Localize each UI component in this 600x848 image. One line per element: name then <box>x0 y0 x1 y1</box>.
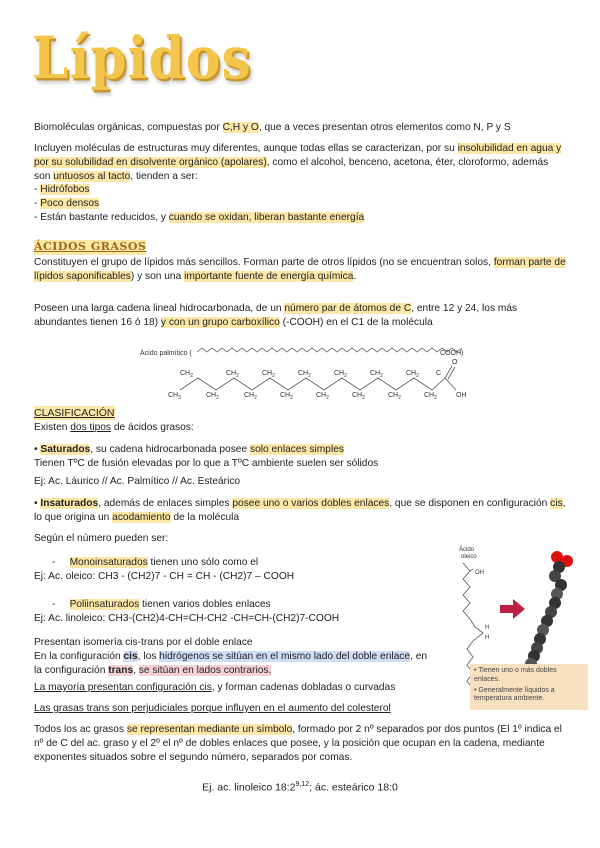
mol-ch2: $CH_2$ <box>280 392 293 400</box>
poli-example: Ej: Ac. linoleico: CH3-(CH2)4-CH=CH-CH2 -CH=CH-(CH2)7-COOH <box>34 613 340 624</box>
acidos-paragraph-1: Constituyen el grupo de lípidos más sencillos. Forman parte de otros lípidos (no se encuentran solos, forman parte de lípidos saponificables) y son una importante fuente de energía química. <box>34 257 566 282</box>
mol-ch2: $CH_2$ <box>262 370 275 379</box>
mol-ch3: $CH_3$ <box>168 392 181 400</box>
cis-trans-block: En la configuración cis, los hidrógenos se sitúan en el mismo lado del doble enlace, en la configuración trans, se sitúan en lados contrarios. <box>34 651 428 676</box>
fig-label-acido: Ácido <box>459 547 475 553</box>
mol-o: O <box>452 359 458 366</box>
mono-line: - Monoinsaturados tienen uno sólo como el <box>52 557 259 568</box>
mol-zigzag-top <box>197 348 462 352</box>
mol-label: Ácido palmítico ( <box>140 350 192 357</box>
insaturados-block: • Insaturados, además de enlaces simples posee uno o varios dobles enlaces, que se disponen en configuración cis, lo que origina un acodamiento de la molécula <box>34 498 566 523</box>
mol-ch2: $CH_2$ <box>406 370 419 379</box>
mol-ch2: $CH_2$ <box>352 392 365 400</box>
fig-label-h: H <box>485 625 490 631</box>
fig-label-oh: OH <box>475 570 484 576</box>
clasif-intro: Existen dos tipos de ácidos grasos: <box>34 422 194 433</box>
saturados-example: Ej: Ac. Láurico // Ac. Palmítico // Ac. Esteárico <box>34 476 241 487</box>
mol-ch2: $CH_2$ <box>244 392 257 400</box>
grasas-trans-line: Las grasas trans son perjudiciales porque influyen en el aumento del colesterol <box>34 703 391 714</box>
page-title: Lípidos <box>32 24 252 93</box>
mayoria-line: La mayoría presentan configuración cis, y forman cadenas dobladas o curvadas <box>34 682 396 693</box>
mol-ch2: $CH_2$ <box>298 370 311 379</box>
mol-ch2: $CH_2$ <box>180 370 193 379</box>
mol-ch2: $CH_2$ <box>334 370 347 379</box>
fig-label-oleico: oleico <box>461 554 477 560</box>
mol-ch2: $CH_2$ <box>316 392 329 400</box>
mol-zigzag-chain <box>180 378 445 390</box>
example-formula: Ej. ac. linoleico 18:2$^{9,12}$; ác. esteárico 18:0 <box>202 781 398 794</box>
mol-ch2: $CH_2$ <box>388 392 401 400</box>
saturados-block: • Saturados, su cadena hidrocarbonada posee solo enlaces simples Tienen TºC de fusión elevadas por lo que a TºC ambiente suelen ser sólidos <box>34 444 379 469</box>
acidos-paragraph-2: Poseen una larga cadena lineal hidrocarbonada, de un número par de átomos de C, entre 12 y 24, los más abundantes tienen 16 ó 18) y con un grupo carboxílico (-COOH) en el C1 de la molécula <box>34 303 518 328</box>
mol-ch2: $CH_2$ <box>206 392 219 400</box>
mol-ch2: $CH_2$ <box>370 370 383 379</box>
section-heading-acidos: ÁCIDOS GRASOS <box>34 240 147 253</box>
mol-cooh: COOH) <box>440 350 464 357</box>
isomeria-line: Presentan isomería cis-trans por el doble enlace <box>34 637 253 648</box>
fig-arrow <box>500 599 525 619</box>
mol-ch2: $CH_2$ <box>226 370 239 379</box>
fig-label-h: H <box>485 635 490 641</box>
nomenclatura-paragraph: Todos los ac grasos se representan mediante un símbolo, formado por 2 nº separados por dos puntos (El 1º indica el nº de C del ac. graso y el 2º el nº de dobles enlaces que posee, y la posición que ocupan en la cadena, mediante exponentes situados sobre el segundo número, separados por comas. <box>34 724 562 763</box>
fig-space-filling-model <box>525 551 573 670</box>
palmitic-acid-diagram <box>140 344 470 400</box>
mol-oh: OH <box>456 392 467 399</box>
segun-numero: Según el número pueden ser: <box>34 533 169 544</box>
intro-paragraph-1: Biomoléculas orgánicas, compuestas por C,H y O, que a veces presentan otros elementos como N, P y S <box>34 122 511 133</box>
figure-caption: • Tienen uno o más dobles enlaces. • Generalmente líquidos a temperatura ambiente. <box>470 664 588 710</box>
intro-paragraph-2: Incluyen moléculas de estructuras muy diferentes, aunque todas ellas se caracterizan, por su insolubilidad en agua y por su solubilidad en disolvente orgánico (apolares), como el alcohol, benceno, acetona, éter, cloroformo, además son untuosos al tacto, tienden a ser: - Hidrófobos - Poco densos - Están bastante reducidos, y cuando se oxidan, liberan bastante energía <box>34 143 562 223</box>
section-heading-clasificacion: CLASIFICACIÓN <box>34 407 115 419</box>
mono-example: Ej: Ac. oleico: CH3 - (CH2)7 - CH = CH - (CH2)7 – COOH <box>34 571 295 582</box>
mol-ch2: $CH_2$ <box>424 392 437 400</box>
poli-line: - Poliinsaturados tienen varios dobles enlaces <box>52 599 271 610</box>
mol-c: C <box>436 370 442 377</box>
